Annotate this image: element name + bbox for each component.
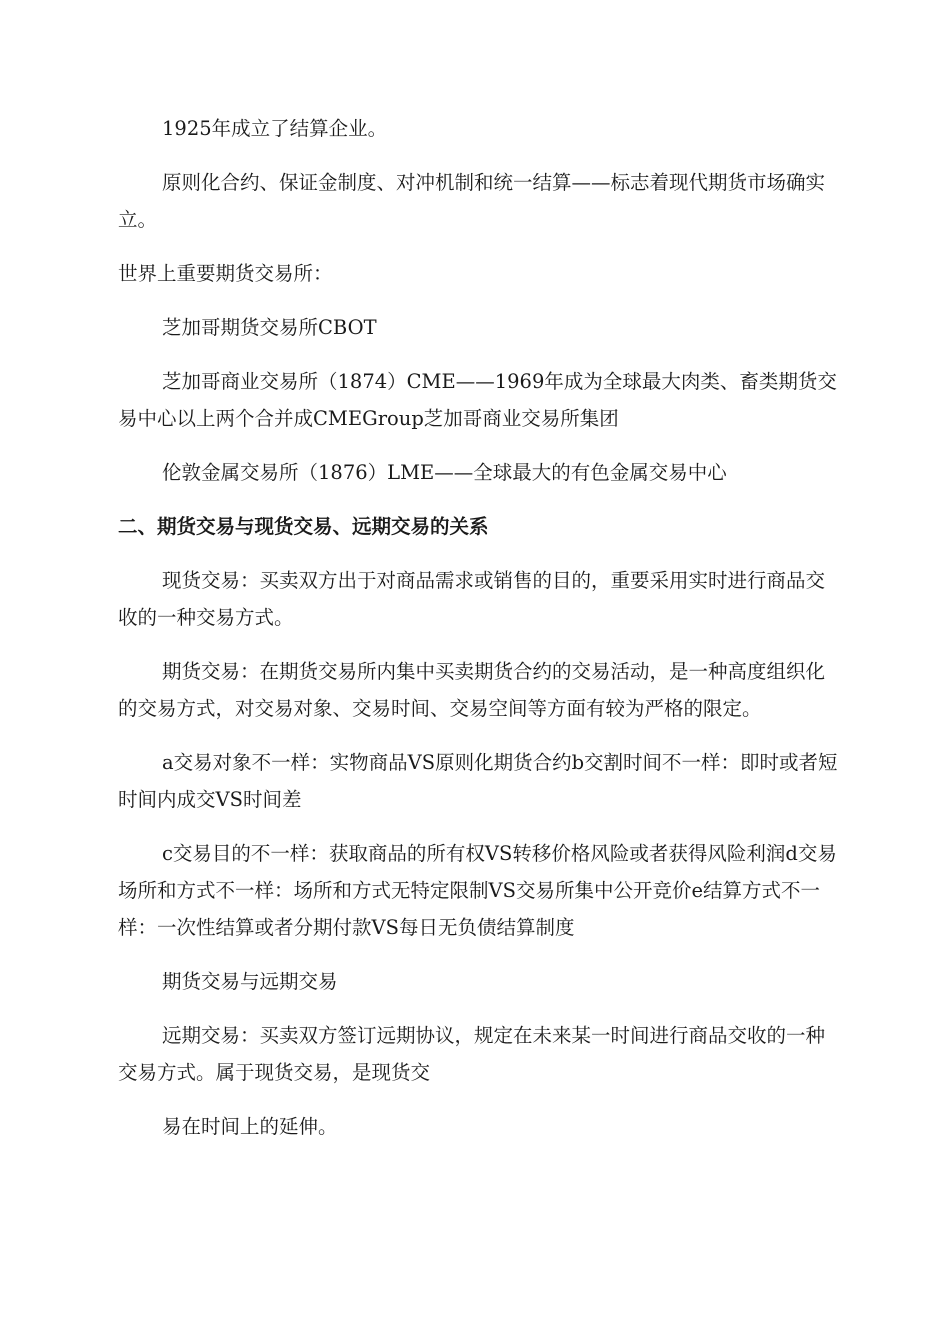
paragraph-futures-vs-forward: 期货交易与远期交易 xyxy=(162,970,338,993)
paragraph-spot-trading: 现货交易：买卖双方出于对商品需求或销售的目的，重要采用实时进行商品交收的一种交易方式。 xyxy=(118,569,826,629)
paragraph-lme: 伦敦金属交易所（1876）LME——全球最大的有色金属交易中心 xyxy=(162,461,727,484)
paragraph-modern-futures-market: 原则化合约、保证金制度、对冲机制和统一结算——标志着现代期货市场确实立。 xyxy=(118,171,826,231)
paragraph-settlement-company: 1925年成立了结算企业。 xyxy=(162,117,388,140)
document-page xyxy=(118,110,838,1162)
paragraph-differences-cde: c交易目的不一样：获取商品的所有权VS转移价格风险或者获得风险利润d交易场所和方式不一样：场所和方式无特定限制VS交易所集中公开竞价e结算方式不一样：一次性结算或者分期付款VS每日无负债结算制度 xyxy=(118,842,837,939)
paragraph-forward-continuation: 易在时间上的延伸。 xyxy=(162,1115,338,1138)
section-heading: 二、期货交易与现货交易、远期交易的关系 xyxy=(118,515,489,538)
paragraph-forward-trading: 远期交易：买卖双方签订远期协议，规定在未来某一时间进行商品交收的一种交易方式。属于现货交易，是现货交 xyxy=(118,1024,826,1084)
paragraph-futures-trading: 期货交易：在期货交易所内集中买卖期货合约的交易活动，是一种高度组织化的交易方式，对交易对象、交易时间、交易空间等方面有较为严格的限定。 xyxy=(118,660,826,720)
paragraph-cme: 芝加哥商业交易所（1874）CME——1969年成为全球最大肉类、畜类期货交易中心以上两个合并成CMEGroup芝加哥商业交易所集团 xyxy=(118,370,837,430)
paragraph-differences-ab: a交易对象不一样：实物商品VS原则化期货合约b交割时间不一样：即时或者短时间内成交VS时间差 xyxy=(118,751,838,811)
paragraph-major-exchanges-intro: 世界上重要期货交易所： xyxy=(118,262,333,285)
paragraph-cbot: 芝加哥期货交易所CBOT xyxy=(162,316,377,339)
